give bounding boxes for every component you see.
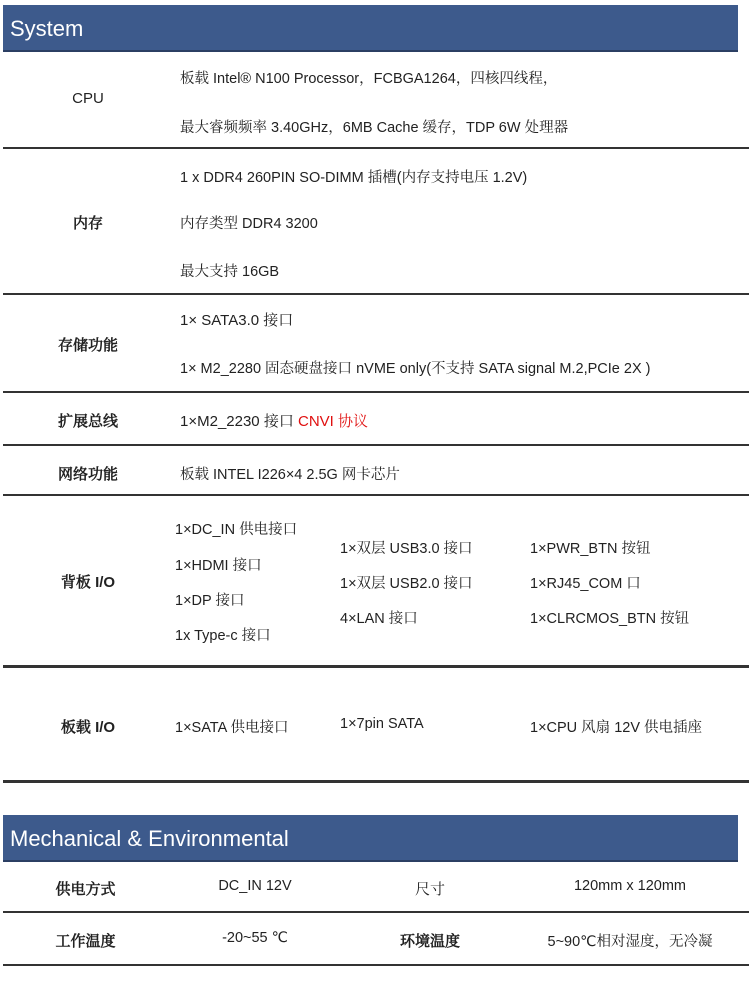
mechanical-title: Mechanical & Environmental bbox=[10, 826, 289, 851]
cpu-line-2: 最大睿频频率 3.40GHz，6MB Cache 缓存，TDP 6W 处理器 bbox=[180, 120, 569, 136]
size-value: 120mm x 120mm bbox=[573, 878, 686, 894]
rear-io-label: 背板 I/O bbox=[60, 574, 116, 591]
memory-line-3: 最大支持 16GB bbox=[180, 264, 280, 280]
mechanical-section-header bbox=[3, 815, 738, 862]
divider bbox=[3, 391, 749, 393]
rear-io-col3-item: 1×CLRCMOS_BTN 按钮 bbox=[530, 611, 690, 627]
rear-io-col1-item: 1×HDMI 接口 bbox=[175, 558, 262, 574]
rear-io-col3-item: 1×PWR_BTN 按钮 bbox=[530, 541, 651, 557]
rear-io-col1-item: 1×DC_IN 供电接口 bbox=[175, 522, 298, 538]
expansion-label: 扩展总线 bbox=[57, 413, 118, 430]
storage-label: 存储功能 bbox=[57, 337, 118, 354]
rear-io-col2-item: 1×双层 USB2.0 接口 bbox=[340, 576, 473, 592]
rear-io-col2-item: 1×双层 USB3.0 接口 bbox=[340, 541, 473, 557]
network-label: 网络功能 bbox=[57, 466, 118, 483]
system-section-header bbox=[3, 5, 738, 52]
board-io-label: 板载 I/O bbox=[60, 719, 116, 736]
size-label: 尺寸 bbox=[414, 881, 445, 898]
storage-line-1: 1× SATA3.0 接口 bbox=[180, 312, 294, 329]
board-io-col2: 1×7pin SATA bbox=[340, 716, 424, 732]
cpu-label: CPU bbox=[72, 90, 104, 107]
divider bbox=[3, 444, 749, 446]
divider bbox=[3, 911, 749, 913]
power-label: 供电方式 bbox=[55, 881, 116, 898]
expansion-interface: 1×M2_2230 接口 bbox=[180, 413, 294, 430]
memory-line-2: 内存类型 DDR4 3200 bbox=[180, 216, 318, 232]
divider bbox=[3, 293, 749, 295]
power-value: DC_IN 12V bbox=[218, 878, 292, 894]
memory-line-1: 1 x DDR4 260PIN SO-DIMM 插槽(内存支持电压 1.2V) bbox=[180, 170, 528, 186]
operating-temp-label: 工作温度 bbox=[55, 933, 116, 950]
operating-temp-value: -20~55 ℃ bbox=[222, 930, 288, 946]
rear-io-col1-item: 1×DP 接口 bbox=[175, 593, 245, 609]
storage-line-2: 1× M2_2280 固态硬盘接口 nVME only(不支持 SATA signal M.2,PCIe 2X ) bbox=[180, 361, 651, 377]
system-title: System bbox=[10, 16, 84, 41]
rear-io-col1-item: 1x Type-c 接口 bbox=[175, 628, 271, 644]
cpu-line-1: 板载 Intel® N100 Processor，FCBGA1264，四核四线程， bbox=[180, 71, 558, 87]
expansion-protocol: CNVI 协议 bbox=[298, 413, 369, 430]
board-io-col3: 1×CPU 风扇 12V 供电插座 bbox=[530, 720, 703, 736]
environment-temp-value: 5~90℃相对湿度，无冷凝 bbox=[547, 934, 713, 950]
divider bbox=[3, 964, 749, 966]
memory-label: 内存 bbox=[72, 215, 103, 232]
expansion-line bbox=[180, 410, 368, 431]
network-line-1: 板载 INTEL I226×4 2.5G 网卡芯片 bbox=[180, 467, 400, 483]
divider bbox=[3, 665, 749, 668]
divider bbox=[3, 780, 749, 783]
environment-temp-label: 环境温度 bbox=[399, 933, 460, 950]
divider bbox=[3, 147, 749, 149]
board-io-col1: 1×SATA 供电接口 bbox=[175, 720, 289, 736]
rear-io-col3-item: 1×RJ45_COM 口 bbox=[530, 576, 641, 592]
divider bbox=[3, 494, 749, 496]
rear-io-col2-item: 4×LAN 接口 bbox=[340, 611, 418, 627]
